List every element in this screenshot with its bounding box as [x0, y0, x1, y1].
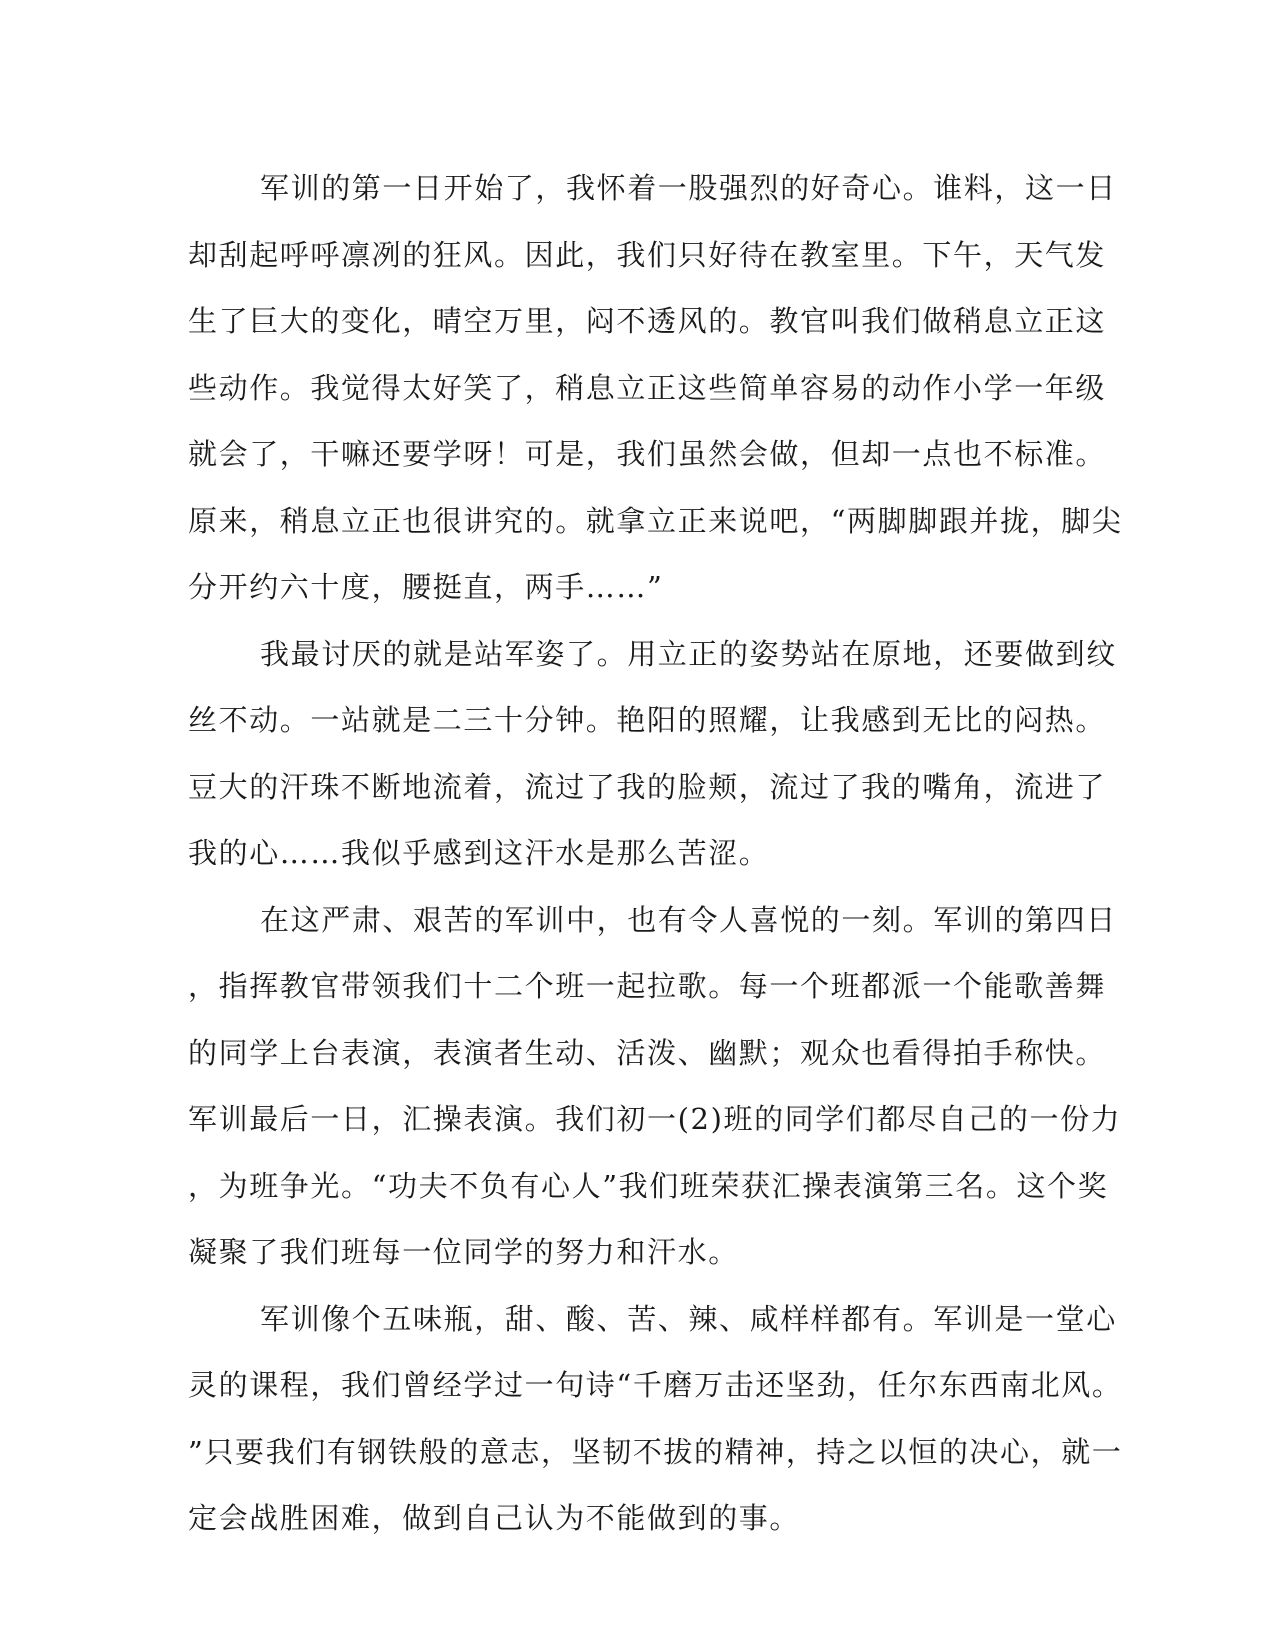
- paragraph-4: [188, 1286, 1123, 1552]
- text-line: 却刮起呼呼凛冽的狂风。因此，我们只好待在教室里。下午，天气发: [188, 237, 1107, 272]
- text-line: ，指挥教官带领我们十二个班一起拉歌。每一个班都派一个能歌善舞: [188, 969, 1107, 1003]
- paragraph-3: [188, 887, 1122, 1286]
- text-line: 原来，稍息立正也很讲究的。就拿立正来说吧，“两脚脚跟并拢，脚尖: [188, 503, 1123, 538]
- text-line: 在这严肃、艰苦的军训中，也有令人喜悦的一刻。军训的第四日: [260, 902, 1117, 937]
- text-line: 我的心……我似乎感到这汗水是那么苦涩。: [188, 836, 770, 870]
- paragraph-1: [188, 155, 1123, 621]
- text-line: 军训像个五味瓶，甜、酸、苦、辣、咸样样都有。军训是一堂心: [260, 1301, 1117, 1336]
- text-line: 就会了，干嘛还要学呀！可是，我们虽然会做，但却一点也不标准。: [188, 437, 1107, 471]
- text-line: 的同学上台表演，表演者生动、活泼、幽默；观众也看得拍手称快。: [188, 1035, 1107, 1070]
- text-line: 生了巨大的变化，晴空万里，闷不透风的。教官叫我们做稍息立正这: [188, 304, 1107, 338]
- text-line: 凝聚了我们班每一位同学的努力和汗水。: [188, 1235, 739, 1269]
- text-line: 军训的第一日开始了，我怀着一股强烈的好奇心。谁料，这一日: [260, 171, 1117, 205]
- text-line: 定会战胜困难，做到自己认为不能做到的事。: [188, 1501, 801, 1535]
- text-line: 我最讨厌的就是站军姿了。用立正的姿势站在原地，还要做到纹: [260, 636, 1117, 671]
- text-line: ，为班争光。“功夫不负有心人”我们班荣获汇操表演第三名。这个奖: [188, 1168, 1109, 1203]
- text-line: 灵的课程，我们曾经学过一句诗“千磨万击还坚劲，任尔东西南北风。: [188, 1368, 1123, 1402]
- document-body: [188, 155, 1123, 1552]
- text-line: 军训最后一日，汇操表演。我们初一(2)班的同学们都尽自己的一份力: [188, 1102, 1122, 1136]
- text-line: 些动作。我觉得太好笑了，稍息立正这些简单容易的动作小学一年级: [188, 370, 1107, 405]
- text-line: ”只要我们有钢铁般的意志，坚韧不拔的精神，持之以恒的决心，就一: [188, 1434, 1123, 1469]
- text-line: 分开约六十度，腰挺直，两手……”: [188, 570, 664, 604]
- paragraph-2: [188, 621, 1117, 887]
- text-line: 豆大的汗珠不断地流着，流过了我的脸颊，流过了我的嘴角，流进了: [188, 769, 1107, 804]
- text-line: 丝不动。一站就是二三十分钟。艳阳的照耀，让我感到无比的闷热。: [188, 703, 1107, 737]
